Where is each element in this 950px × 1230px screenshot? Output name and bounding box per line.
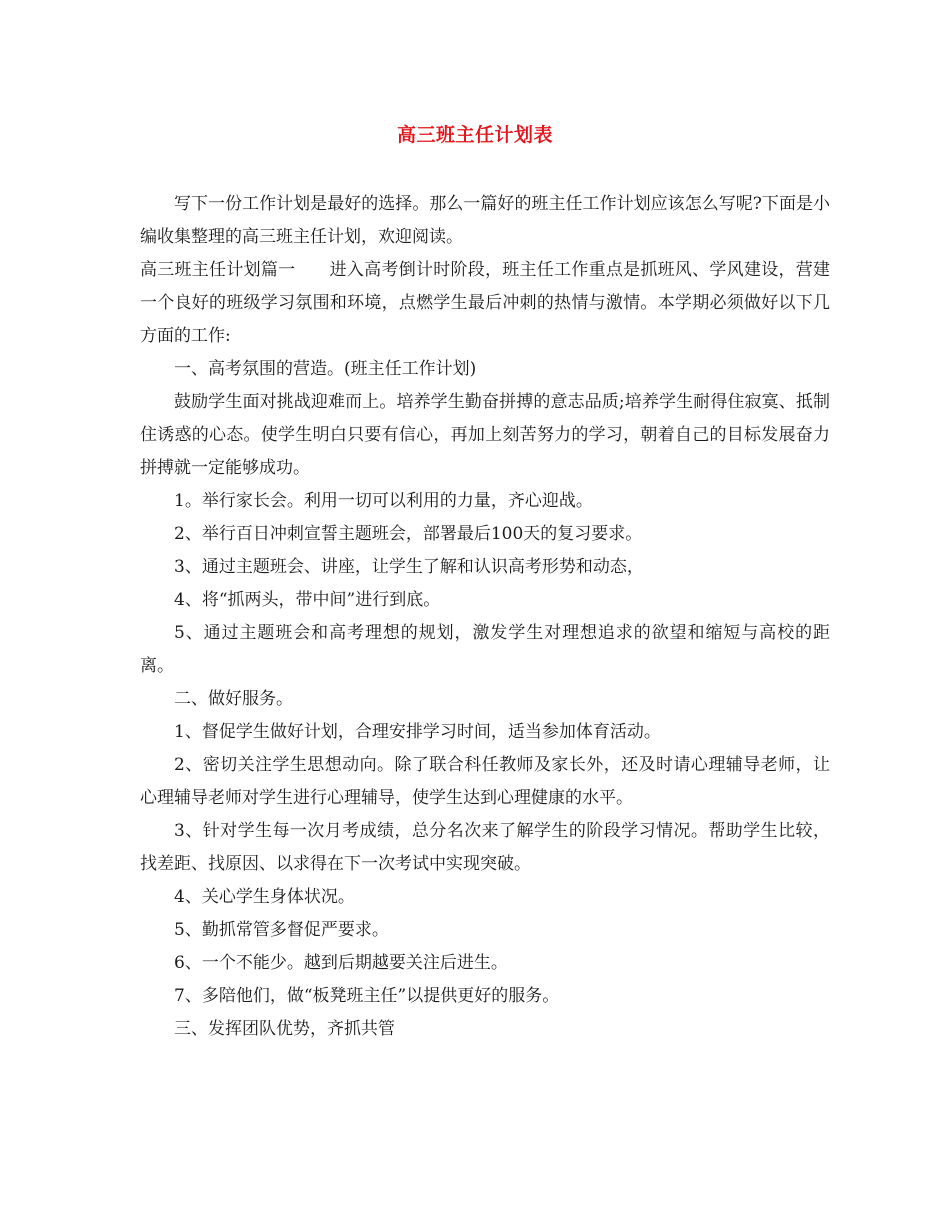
- document-title: 高三班主任计划表: [396, 124, 553, 146]
- intro-paragraph: 写下一份工作计划是最好的选择。那么一篇好的班主任工作计划应该怎么写呢?下面是小编收集整理的高三班主任计划，欢迎阅读。: [140, 194, 830, 247]
- section-heading: 高三班主任计划篇一: [140, 260, 296, 280]
- part2-item: 2、密切关注学生思想动向。除了联合科任教师及家长外，还及时请心理辅导老师，让心理辅导老师对学生进行心理辅导，使学生达到心理健康的水平。: [140, 755, 830, 808]
- part1-item: 3、通过主题班会、讲座，让学生了解和认识高考形势和动态，: [174, 557, 644, 577]
- section-intro: 进入高考倒计时阶段，班主任工作重点是抓班风、学风建设，营建一个良好的班级学习氛围和环境，点燃学生最后冲刺的热情与激情。本学期必须做好以下几方面的工作:: [140, 260, 831, 346]
- part2-item: 6、一个不能少。越到后期越要关注后进生。: [174, 953, 508, 973]
- part1-text: 鼓励学生面对挑战迎难而上。培养学生勤奋拼搏的意志品质;培养学生耐得住寂寞、抵制住诱惑的心态。使学生明白只要有信心，再加上刻苦努力的学习，朝着自己的目标发展奋力拼搏就一定能够成功。: [140, 392, 830, 478]
- part2-item: 7、多陪他们，做“板凳班主任”以提供更好的服务。: [174, 986, 560, 1006]
- part1-item: 1。举行家长会。利用一切可以利用的力量，齐心迎战。: [174, 491, 593, 511]
- part1-item: 5、通过主题班会和高考理想的规划，激发学生对理想追求的欲望和缩短与高校的距离。: [140, 623, 830, 676]
- part2-item: 1、督促学生做好计划，合理安排学习时间，适当参加体育活动。: [174, 722, 661, 742]
- part1-item: 4、将“抓两头，带中间”进行到底。: [174, 590, 441, 610]
- part2-heading: 二、做好服务。: [174, 689, 293, 709]
- part3-heading: 三、发挥团队优势，齐抓共管: [174, 1019, 395, 1039]
- part2-item: 3、针对学生每一次月考成绩，总分名次来了解学生的阶段学习情况。帮助学生比较，找差距、找原因、以求得在下一次考试中实现突破。: [140, 821, 830, 874]
- document-body: [140, 188, 830, 1046]
- part2-item: 4、关心学生身体状况。: [174, 887, 355, 907]
- section-paragraph: [140, 254, 830, 353]
- part2-item: 5、勤抓常管多督促严要求。: [174, 920, 389, 940]
- part1-heading: 一、高考氛围的营造。(班主任工作计划): [174, 359, 477, 379]
- part1-item: 2、举行百日冲刺宣誓主题班会，部署最后100天的复习要求。: [174, 524, 643, 544]
